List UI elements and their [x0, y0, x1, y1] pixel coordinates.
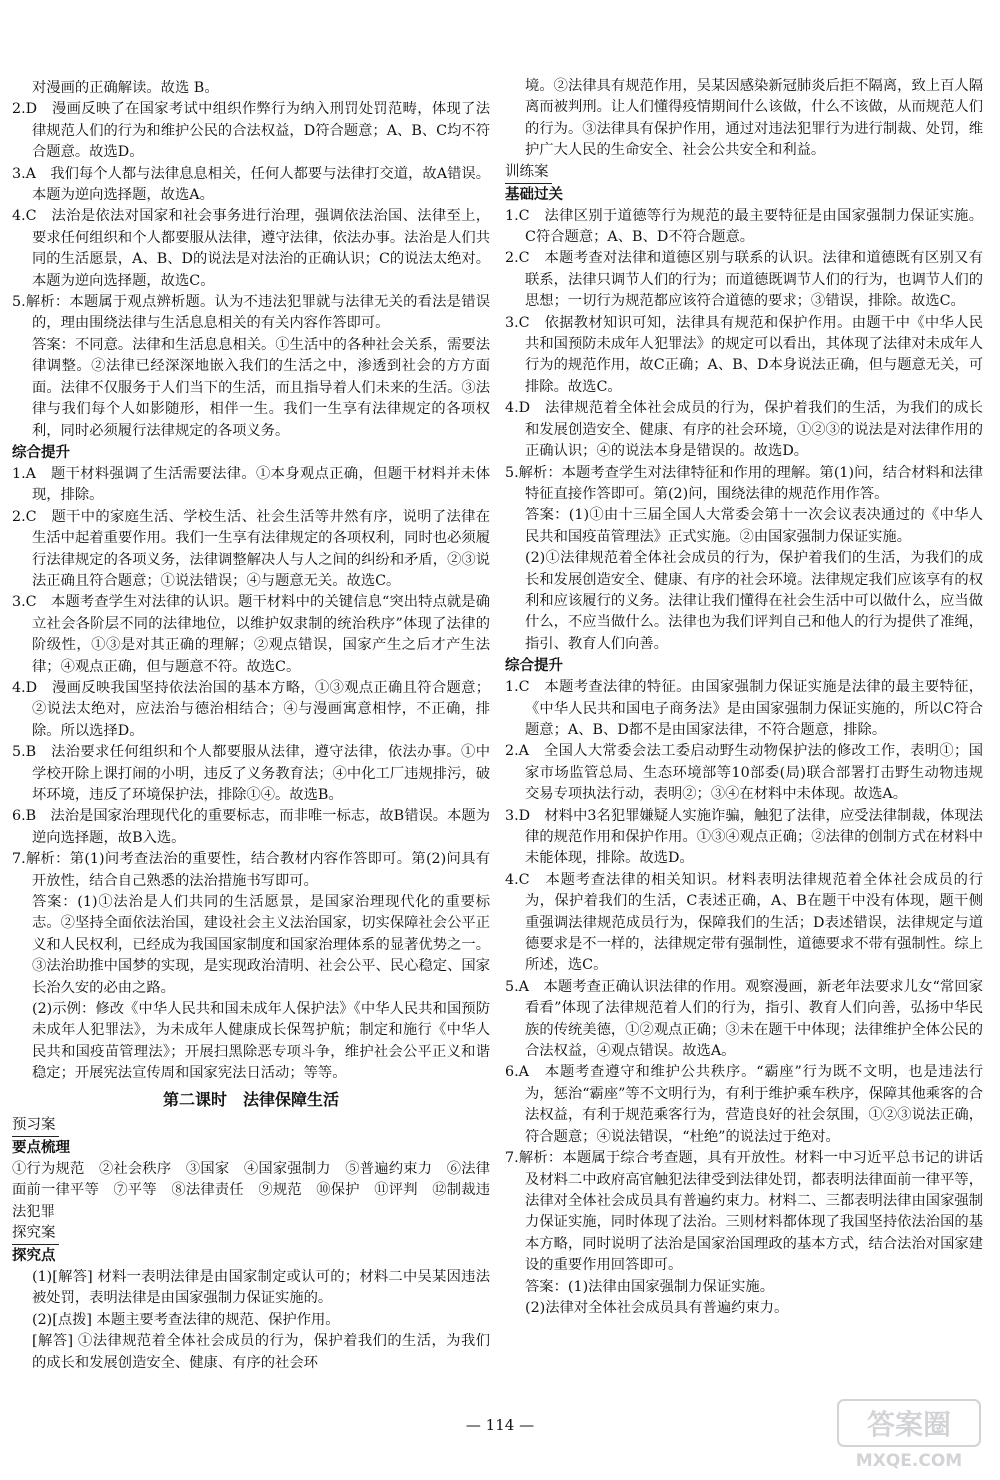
text-paragraph: 1.A 题干材料强调了生活需要法律。①本身观点正确，但题干材料并未体现，排除。 [12, 465, 490, 504]
text-paragraph: (2)①法律规范着全体社会成员的行为，保护着我们的生活，为我们的成长和发展创造安全、健康、有序的社会环境。法律规定我们应该享有的权利和应该履行的义务。法律让我们懂得在社会生活中可以做什么，应当做什么，不应当做什么。法律也为我们评判自己和他人的行为提供了准绳，指引、教育人们向善。 [525, 550, 983, 652]
text-paragraph: 对漫画的正确解读。故选 B。 [32, 80, 219, 96]
page-number: — 114 — [465, 1416, 535, 1434]
section-tag: 预习案 [12, 1115, 59, 1137]
text-paragraph: 6.B 法治是国家治理现代化的重要标志，而非唯一标志，故B错误。本题为逆向选择题，故B入选。 [12, 808, 490, 846]
text-paragraph: 3.C 本题考查学生对法律的认识。题干材料中的关键信息“突出特点就是确立社会各阶层不同的法律地位，以维护奴隶制的统治秩序”体现了法律的阶级性，①③是对其正确的理解；②观点错误，国家产生之后才产生法律；④观点正确，但与题意不符。故选C。 [12, 594, 490, 675]
text-paragraph: 5.A 本题考查正确认识法律的作用。观察漫画，新老年法要求儿女“常回家看看”体现了法律规范着人们的行为，指引、教育人们向善，弘扬中华民族的传统美德，①②观点正确；③未在题干中体现；法律维护全体公民的合法权益，④观点错误。故选A。 [505, 978, 983, 1060]
text-paragraph: 1.C 本题考查法律的特征。由国家强制力保证实施是法律的最主要特征，《中华人民共和国电子商务法》是由国家强制力保证实施的，所以C符合题意；A、B、D都不是由国家法律，不符合题意，排除。 [505, 679, 983, 738]
section-heading: 基础过关 [505, 186, 563, 203]
text-paragraph: 3.D 材料中3名犯罪嫌疑人实施诈骗，触犯了法律，应受法律制裁，体现法律的规范作用和保护作用。①③④观点正确；②法律的创制方式在材料中未能体现，排除。故选D。 [505, 807, 983, 867]
text-paragraph: 2.A 全国人大常委会法工委启动野生动物保护法的修改工作，表明①；国家市场监管总局、生态环境部等10部委(局)联合部署打击野生动物违规交易专项执法行动，表明②；③④在材料中未体现。故选A。 [505, 743, 983, 803]
text-paragraph: (1)[解答] 材料一表明法律是由国家制定或认可的；材料二中吴某因违法被处罚，表明法律是由国家强制力保证实施的。 [32, 1268, 490, 1307]
section-heading: 综合提升 [12, 444, 70, 461]
text-paragraph: (2)示例：修改《中华人民共和国未成年人保护法》《中华人民共和国预防未成年人犯罪法》，为未成年人健康成长保驾护航；制定和施行《中华人民共和国疫苗管理法》；开展扫黑除恶专项斗争，维护社会公平正义和谐稳定；开展宪法宣传周和国家宪法日活动；等等。 [32, 1001, 490, 1082]
text-paragraph: 7.解析：第(1)问考查法治的重要性，结合教材内容作答即可。第(2)问具有开放性，结合自己熟悉的法治措施书写即可。 [12, 851, 490, 889]
text-paragraph: 5.解析：本题考查学生对法律特征和作用的理解。第(1)问，结合材料和法律特征直接作答即可。第(2)问，围绕法律的规范作用作答。 [505, 464, 983, 502]
text-paragraph: (2)法律对全体社会成员具有普遍约束力。 [525, 1299, 789, 1316]
section-tag: 探究案 [12, 1223, 59, 1245]
watermark-text: 答案圈 [866, 1408, 952, 1441]
text-paragraph: [解答] ①法律规范着全体社会成员的行为，保护着我们的生活，为我们的成长和发展创造安全、健康、有序的社会环 [32, 1333, 490, 1371]
lesson-title: 第二课时 法律保障生活 [162, 1089, 339, 1109]
text-paragraph: 4.C 法治是依法对国家和社会事务进行治理，强调依法治国、法律至上，要求任何组织和个人都要服从法律，遵守法律，依法办事。法治是人们共同的生活愿景，A、B、D的说法是对法治的正确认识；C的说法太绝对。本题为逆向选择题，故选C。 [12, 208, 490, 289]
text-paragraph: 4.D 漫画反映我国坚持依法治国的基本方略，①③观点正确且符合题意；②说法太绝对，应法治与德治相结合；④与漫画寓意相悖，不正确，排除。所以选择D。 [12, 679, 490, 739]
text-paragraph: 答案：(1)①法治是人们共同的生活愿景，是国家治理现代化的重要标志。②坚持全面依法治国，建设社会主义法治国家，切实保障社会公平正义和人民权利，已经成为我国国家制度和国家治理体系的显著优势之一。③法治助推中国梦的实现，是实现政治清明、社会公平、民心稳定、国家长治久安的必由之路。 [32, 894, 490, 996]
text-paragraph: 6.A 本题考查遵守和维护公共秩序。“霸座”行为既不文明，也是违法行为，惩治“霸座”等不文明行为，有利于维护乘车秩序，保障其他乘客的合法权益，有利于规范乘客行为，营造良好的社会氛围，①②③说法正确，符合题意；④说法错误，“杜绝”的说法过于绝对。 [505, 1064, 983, 1145]
text-paragraph: 答案：(1)①由十三届全国人大常委会第十一次会议表决通过的《中华人民共和国疫苗管理法》正式实施。②由国家强制力保证实施。 [525, 507, 983, 545]
section-heading: 探究点 [12, 1247, 56, 1264]
text-paragraph: 7.解析：本题属于综合考查题，具有开放性。材料一中习近平总书记的讲话及材料二中政府高官触犯法律受到法律处罚，都表明法律面前一律平等，法律对全体社会成员具有普遍约束力。材料二、三都表明法律由国家强制力保证实施，同时体现了法治。三则材料都体现了我国坚持依法治国的基本方略，同时说明了法治是国家治国理政的基本方式，结合法治对国家建设的重要作用回答即可。 [505, 1150, 983, 1274]
left-column [12, 78, 490, 1374]
section-heading: 综合提升 [505, 658, 563, 675]
text-paragraph: 5.B 法治要求任何组织和个人都要服从法律，遵守法律，依法办事。①中学校开除上课打闹的小明，违反了义务教育法；④中化工厂违规排污，破坏环境，违反了环境保护法，排除①④。故选B。 [12, 744, 490, 803]
text-paragraph: 2.D 漫画反映了在国家考试中组织作弊行为纳入刑罚处罚范畴，体现了法律规范人们的行为和维护公民的合法权益，D符合题意；A、B、C均不符合题意。故选D。 [12, 101, 490, 161]
text-paragraph: 答案：不同意。法律和生活息息相关。①生活中的各种社会关系，需要法律调整。②法律已经深深地嵌入我们的生活之中，渗透到社会的方方面面。法律不仅服务于人们当下的生活，而且指导着人们未来的生活。③法律与我们每个人如影随形，相伴一生。我们一生享有法律规定的各项权利，同时必须履行法律规定的各项义务。 [32, 336, 490, 439]
text-paragraph: 1.C 法律区别于道德等行为规范的最主要特征是由国家强制力保证实施。C符合题意；A、B、D不符合题意。 [505, 207, 983, 246]
watermark-logo [834, 1396, 984, 1472]
text-paragraph: 境。②法律具有规范作用，吴某因感染新冠肺炎后拒不隔离，致上百人隔离而被判刑。让人们懂得疫情期间什么该做，什么不该做，从而规范人们的行为。③法律具有保护作用，通过对违法犯罪行为进行制裁、处罚，维护广大人民的生命安全、社会公共安全和利益。 [525, 78, 983, 159]
text-paragraph: 2.C 题干中的家庭生活、学校生活、社会生活等井然有序，说明了法律在生活中起着重要作用。我们一生享有法律规定的各项权利，同时也必须履行法律规定的各项义务，法律调整解决人与人之间的纠纷和矛盾，②③说法正确且符合题意；①说法错误；④与题意无关。故选C。 [12, 508, 490, 589]
watermark-url: MXQE.COM [855, 1451, 963, 1471]
text-paragraph: 4.C 本题考查法律的相关知识。材料表明法律规范着全体社会成员的行为，保护着我们的生活，C表述正确，A、B在题干中没有体现，题干侧重强调法律规范成员行为，保障我们的生活；D表述错误，法律规定与道德要求是不一样的，法律规定带有强制性，道德要求不带有强制性。综上所述，选C。 [505, 871, 983, 974]
right-column [505, 76, 983, 1319]
text-paragraph: 2.C 本题考查对法律和道德区别与联系的认识。法律和道德既有区别又有联系，法律只调节人们的行为；而道德既调节人们的行为，也调节人们的思想；一切行为规范都应该符合道德的要求；③错误，排除。故选C。 [505, 250, 983, 310]
text-paragraph: 答案：(1)法律由国家强制力保证实施。 [525, 1278, 774, 1295]
text-paragraph: 3.C 依据教材知识可知，法律具有规范和保护作用。由题干中《中华人民共和国预防未成年人犯罪法》的规定可以看出，其体现了法律对未成年人行为的规范作用，故C正确；A、B、D本身说法正确，但与题意无关，可排除。故选C。 [505, 314, 983, 395]
section-heading: 要点梳理 [12, 1139, 70, 1156]
text-paragraph: 4.D 法律规范着全体社会成员的行为，保护着我们的生活，为我们的成长和发展创造安全、健康、有序的社会环境，①②③的说法是对法律作用的正确认识；④的说法本身是错误的。故选D。 [505, 400, 983, 460]
text-paragraph: ①行为规范 ②社会秩序 ③国家 ④国家强制力 ⑤普遍约束力 ⑥法律面前一律平等 ⑦平等 ⑧法律责任 ⑨规范 ⑩保护 ⑪评判 ⑫制裁违法犯罪 [12, 1160, 490, 1220]
text-paragraph: 3.A 我们每个人都与法律息息相关，任何人都要与法律打交道，故A错误。本题为逆向选择题，故选A。 [12, 165, 490, 204]
text-paragraph: 5.解析：本题属于观点辨析题。认为不违法犯罪就与法律无关的看法是错误的，理由围绕法律与生活息息相关的有关内容作答即可。 [12, 294, 490, 332]
section-tag: 训练案 [505, 162, 552, 184]
text-paragraph: (2)[点拨] 本题主要考查法律的规范、保护作用。 [32, 1311, 340, 1328]
